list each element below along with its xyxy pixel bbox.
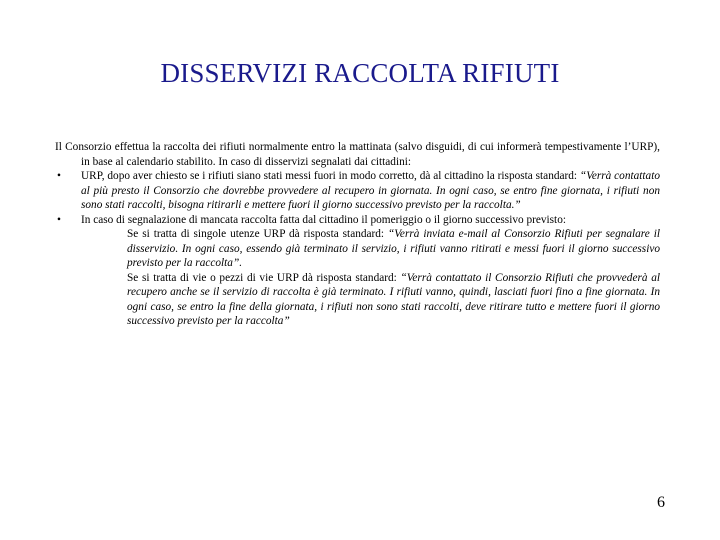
intro-paragraph: Il Consorzio effettua la raccolta dei rifiuti normalmente entro la mattinata (salvo disguidi, di cui informerà tempestivamente l’URP), in base al calendario stabilito. In caso di disservizi segnalati dai cittadini: xyxy=(55,141,660,168)
sub-item-text: Se si tratta di vie o pezzi di vie URP dà risposta standard: xyxy=(127,271,401,284)
bullet-item-mancata-raccolta xyxy=(55,213,660,228)
bullet-icon: • xyxy=(57,213,61,226)
sub-item-quote: “Verrà inviata e-mail al Consorzio Rifiuti per segnalare il disservizio. In ogni caso, essendo già terminato il servizio, i rifiuti vanno ritirati e messi fuori il giorno successivo previsto per la raccolta”. xyxy=(127,228,661,269)
page-number: 6 xyxy=(657,494,665,511)
sub-item-singole-utenze xyxy=(55,227,660,271)
bullet-icon: • xyxy=(57,170,61,182)
sub-item-quote: “Verrà contattato il Consorzio Rifiuti che provvederà al recupero anche se il servizio di raccolta è già terminato. I rifiuti vanno, quindi, lasciati fuori fino a fine giornata. In ogni caso, se entro la fine della giornata, i rifiuti non sono stati raccolti, deve ritirare tutto e mettere fuori il giorno successivo previsto per la raccolta” xyxy=(127,271,660,327)
bullet-text: URP, dopo aver chiesto se i rifiuti siano stati messi fuori in modo corretto, dà al cittadino la risposta standard: xyxy=(81,170,580,182)
sub-item-vie xyxy=(55,271,660,329)
sub-item-text: Se si tratta di singole utenze URP dà risposta standard: xyxy=(127,228,388,240)
slide-body xyxy=(55,140,660,329)
slide-title: DISSERVIZI RACCOLTA RIFIUTI xyxy=(160,58,560,88)
bullet-item-urp xyxy=(55,169,660,213)
bullet-quote: “Verrà contattato al più presto il Consorzio che dovrebbe provvedere al recupero in giornata. In ogni caso, se entro fine giornata, i rifiuti non sono stati raccolti, bisogna ritirarli e mettere fuori il giorno successivo previsto per la raccolta.” xyxy=(81,170,660,211)
bullet-text: In caso di segnalazione di mancata raccolta fatta dal cittadino il pomeriggio o il giorno successivo previsto: xyxy=(81,213,566,226)
